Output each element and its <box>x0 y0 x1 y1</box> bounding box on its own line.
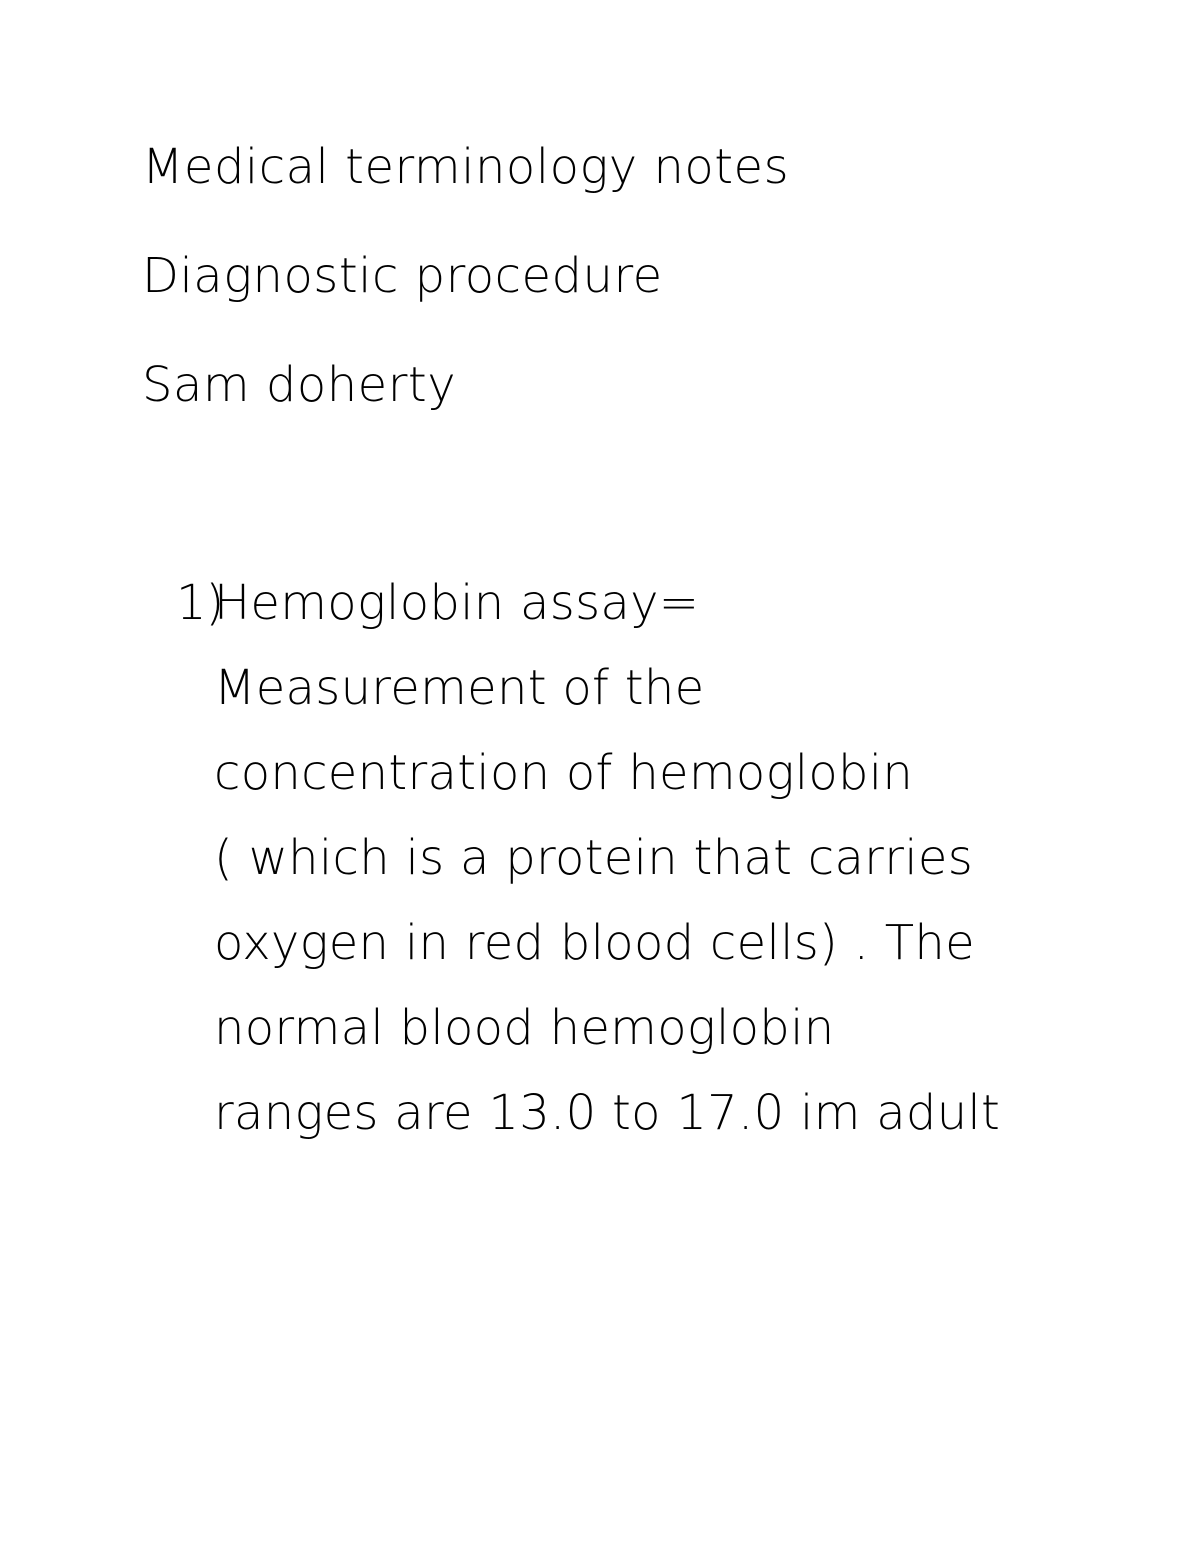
list-item-text <box>214 573 1000 1168</box>
document-author: Sam doherty <box>142 357 457 413</box>
list-item-line: ranges are 13.0 to 17.0 im adult <box>214 1085 1001 1141</box>
list-item-line: oxygen in red blood cells) . The <box>214 915 975 971</box>
list-item-line: Measurement of the <box>214 660 705 716</box>
list-item-number: 1) <box>176 575 224 631</box>
list-item-line: Hemoglobin assay= <box>214 575 700 631</box>
document-title: Medical terminology notes <box>142 139 790 195</box>
document-subtitle: Diagnostic procedure <box>142 248 663 304</box>
list-item-line: ( which is a protein that carries <box>214 830 974 886</box>
list-item-line: normal blood hemoglobin <box>214 1000 835 1056</box>
list-item-line: concentration of hemoglobin <box>214 745 914 801</box>
